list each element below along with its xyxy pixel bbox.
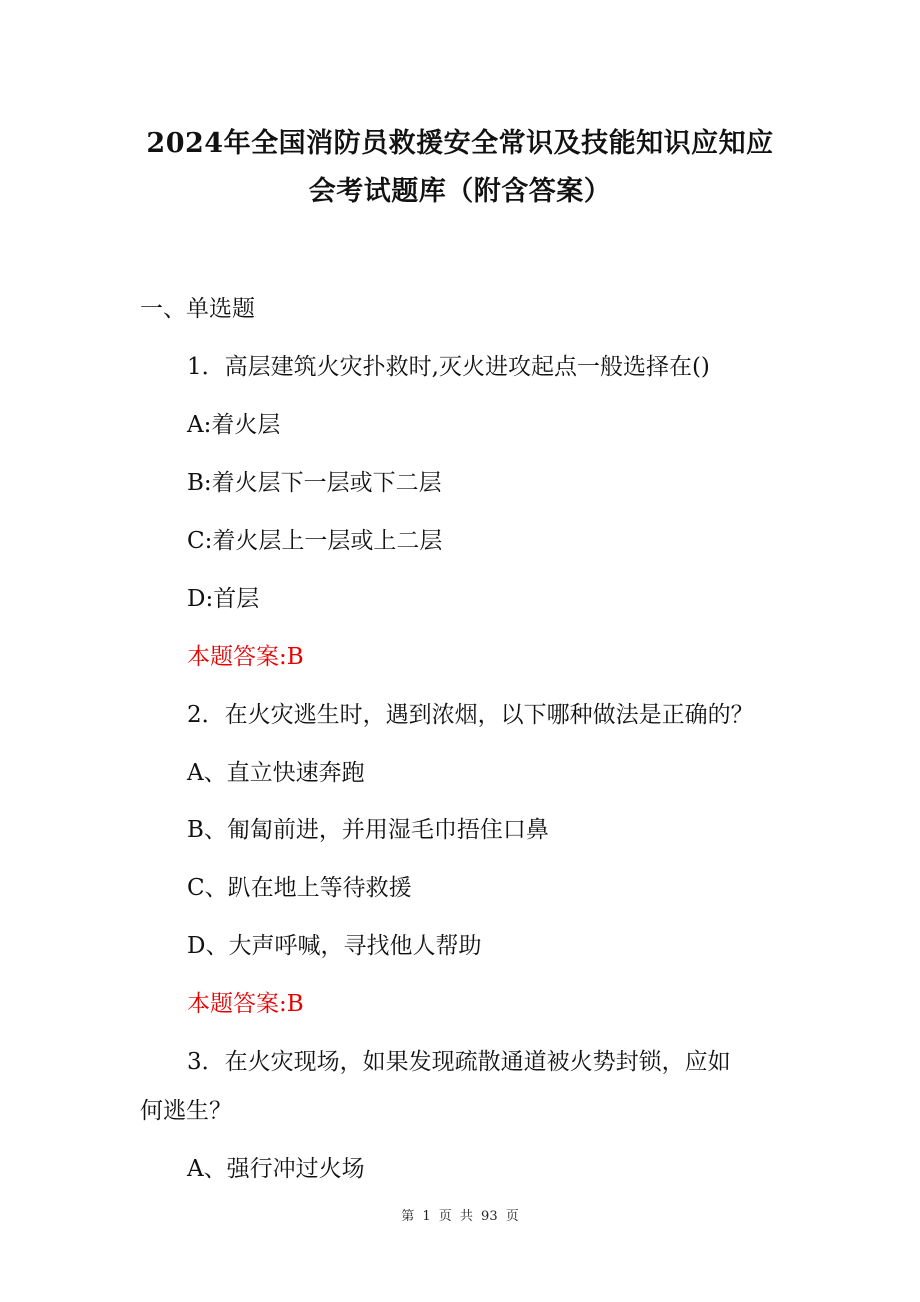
page-number-footer: 第 1 页 共 93 页 [401, 1209, 519, 1224]
question-1-option-c: C:着火层上一层或上二层 [187, 528, 443, 554]
question-2-option-b: B、匍匐前进，并用湿毛巾捂住口鼻 [187, 817, 549, 843]
question-2-answer: 本题答案:B [187, 991, 304, 1017]
question-2-stem: 2．在火灾逃生时，遇到浓烟，以下哪种做法是正确的？ [187, 702, 754, 728]
question-1-stem: 1．高层建筑火灾扑救时,灭火进攻起点一般选择在() [187, 354, 710, 380]
question-2-option-a: A、直立快速奔跑 [187, 760, 365, 786]
question-2-option-d: D、大声呼喊，寻找他人帮助 [187, 933, 482, 959]
question-3-stem-line-2: 何逃生？ [140, 1098, 232, 1124]
question-3-stem-line-1: 3．在火灾现场，如果发现疏散通道被火势封锁，应如 [187, 1049, 731, 1075]
question-1-option-d: D:首层 [187, 586, 260, 612]
question-1-option-a: A:着火层 [187, 412, 281, 438]
question-1-option-b: B:着火层下一层或下二层 [187, 470, 442, 496]
question-2-option-c: C、趴在地上等待救援 [187, 875, 412, 901]
document-title-line-2: 会考试题库（附含答案） [308, 176, 612, 207]
question-3-option-a: A、强行冲过火场 [187, 1156, 365, 1182]
section-heading: 一、单选题 [140, 296, 255, 322]
question-1-answer: 本题答案:B [187, 644, 304, 670]
document-title-line-1: 2024年全国消防员救援安全常识及技能知识应知应 [146, 128, 774, 159]
